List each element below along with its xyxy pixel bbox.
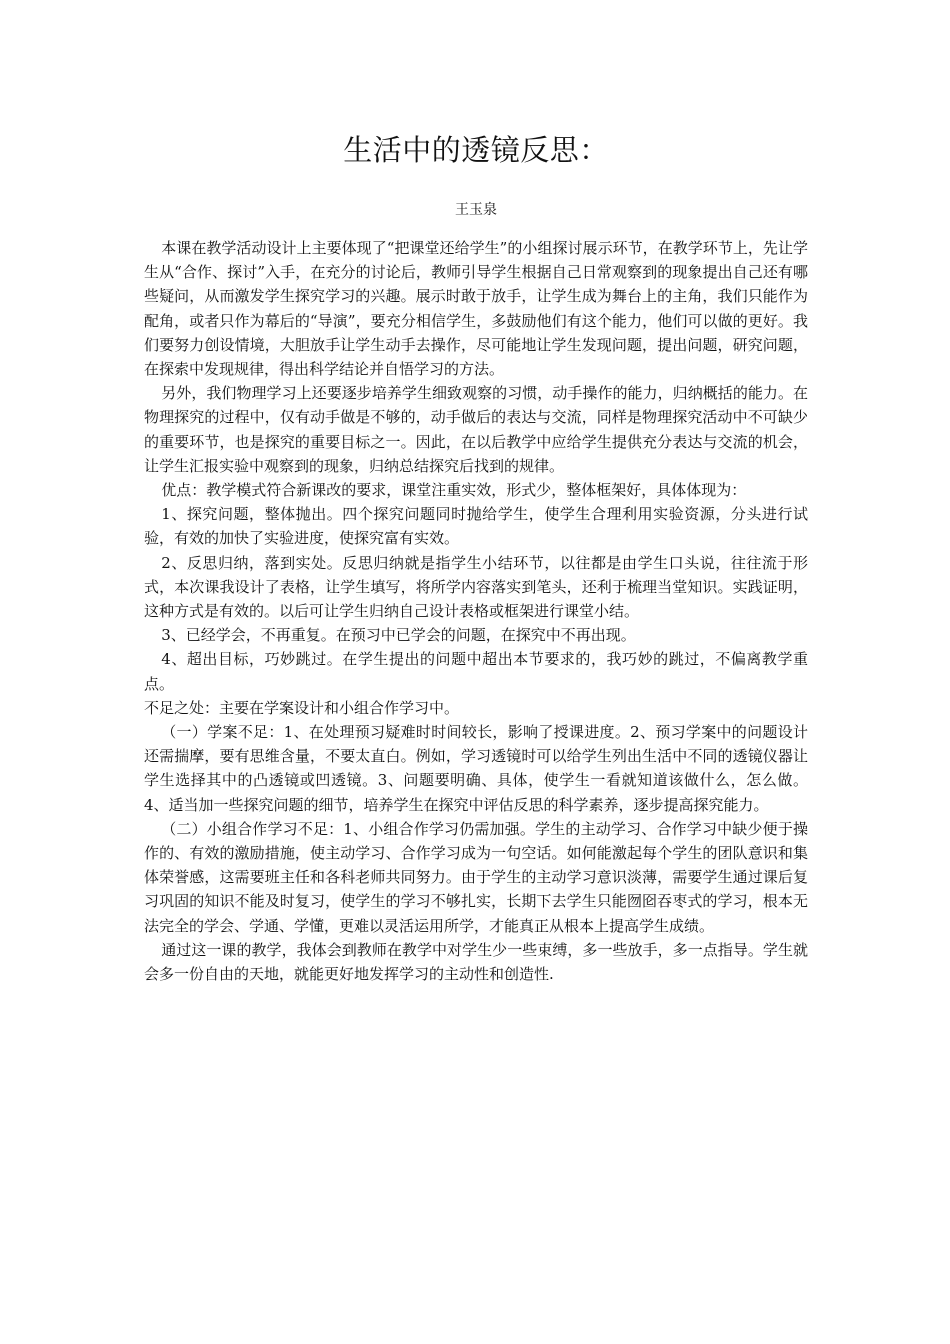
paragraph: 3、已经学会，不再重复。在预习中已学会的问题，在探究中不再出现。: [161, 626, 636, 645]
document-title: 生活中的透镜反思：: [343, 133, 609, 167]
paragraph: 通过这一课的教学，我体会到教师在教学中对学生少一些束缚，多一些放手，多一点指导。学生就会多一份自由的天地，就能更好地发挥学习的主动性和创造性.: [144, 940, 808, 984]
paragraph: 1、探究问题，整体抛出。四个探究问题同时抛给学生，使学生合理利用实验资源，分头进行试验，有效的加快了实验进度，使探究富有实效。: [144, 505, 808, 548]
document-body: [144, 236, 808, 986]
document-author: 王玉泉: [455, 202, 497, 218]
paragraph: 另外，我们物理学习上还要逐步培养学生细致观察的习惯，动手操作的能力，归纳概括的能力。在物理探究的过程中，仅有动手做是不够的，动手做后的表达与交流，同样是物理探究活动中不可缺少的重要环节，也是探究的重要目标之一。因此，在以后教学中应给学生提供充分表达与交流的机会，让学生汇报实验中观察到的现象，归纳总结探究后找到的规律。: [144, 384, 808, 475]
paragraph: 2、反思归纳，落到实处。反思归纳就是指学生小结环节，以往都是由学生口头说，往往流于形式，本次课我设计了表格，让学生填写，将所学内容落实到笔头，还利于梳理当堂知识。实践证明，这种方式是有效的。以后可让学生归纳自己设计表格或框架进行课堂小结。: [144, 553, 808, 621]
paragraph: 4、超出目标，巧妙跳过。在学生提出的问题中超出本节要求的，我巧妙的跳过，不偏离教学重点。: [144, 650, 808, 693]
paragraph: （二）小组合作学习不足：1、小组合作学习仍需加强。学生的主动学习、合作学习中缺少便于操作的、有效的激励措施，使主动学习、合作学习成为一句空话。如何能激起每个学生的团队意识和集体荣誉感，这需要班主任和各科老师共同努力。由于学生的主动学习意识淡薄，需要学生通过课后复习巩固的知识不能及时复习，使学生的学习不够扎实，长期下去学生只能囫囵吞枣式的学习，根本无法完全的学会、学通、学懂，更难以灵活运用所学，才能真正从根本上提高学生成绩。: [144, 819, 808, 935]
document-page: [144, 128, 808, 986]
paragraph: 不足之处：主要在学案设计和小组合作学习中。: [144, 698, 460, 717]
paragraph: 本课在教学活动设计上主要体现了“把课堂还给学生”的小组探讨展示环节，在教学环节上，先让学生从“合作、探讨”入手，在充分的讨论后，教师引导学生根据自己日常观察到的现象提出自己还有哪些疑问，从而激发学生探究学习的兴趣。展示时敢于放手，让学生成为舞台上的主角，我们只能作为配角，或者只作为幕后的“导演”，要充分相信学生，多鼓励他们有这个能力，他们可以做的更好。我们要努力创设情境，大胆放手让学生动手去操作，尽可能地让学生发现问题，提出问题，研究问题，在探索中发现规律，得出科学结论并自悟学习的方法。: [144, 239, 808, 379]
paragraph: （一）学案不足：1、在处理预习疑难时时间较长，影响了授课进度。2、预习学案中的问题设计还需揣摩，要有思维含量，不要太直白。例如，学习透镜时可以给学生列出生活中不同的透镜仪器让学生选择其中的凸透镜或凹透镜。3、问题要明确、具体，使学生一看就知道该做什么，怎么做。4、适当加一些探究问题的细节，培养学生在探究中评估反思的科学素养，逐步提高探究能力。: [144, 723, 808, 814]
paragraph: 优点：教学模式符合新课改的要求，课堂注重实效，形式少，整体框架好，具体体现为：: [161, 481, 747, 500]
